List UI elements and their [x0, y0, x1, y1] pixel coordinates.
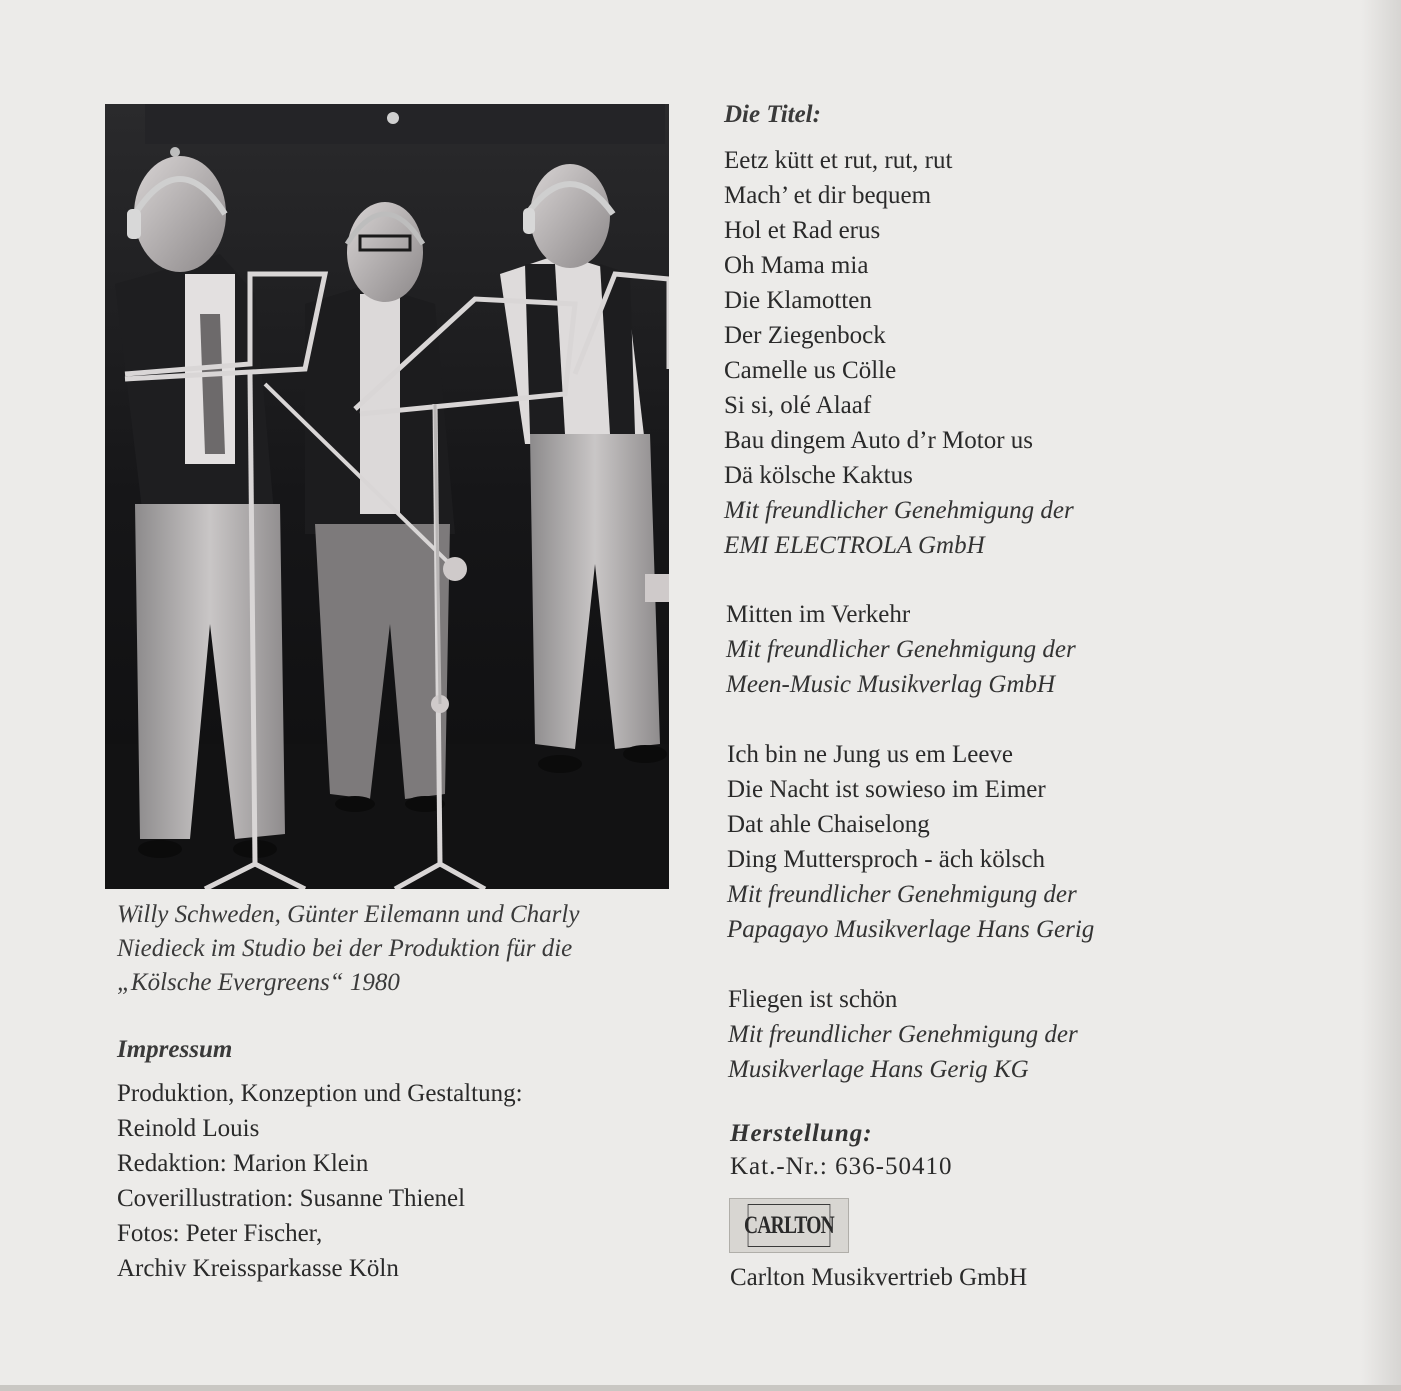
catalog-number: Kat.-Nr.: 636-50410 [730, 1153, 953, 1180]
credit-line: Mit freundlicher Genehmigung der [727, 881, 1077, 908]
credit-line: Mit freundlicher Genehmigung der [724, 497, 1074, 524]
credit-publisher: Papagayo Musikverlage Hans Gerig [727, 916, 1095, 943]
track-title: Oh Mama mia [724, 252, 869, 279]
page-bottom-edge [0, 1385, 1401, 1391]
credit-line: Mit freundlicher Genehmigung der [728, 1021, 1078, 1048]
track-title: Der Ziegenbock [724, 322, 886, 349]
impressum-list [117, 1076, 523, 1286]
track-block [726, 597, 1076, 702]
carlton-logo-text: CARLTON [748, 1204, 831, 1247]
caption-line: „Kölsche Evergreens“ 1980 [117, 969, 400, 996]
track-title: Mach’ et dir bequem [724, 182, 932, 209]
track-title: Dä kölsche Kaktus [724, 462, 913, 489]
credit-line: Mit freundlicher Genehmigung der [726, 636, 1076, 663]
track-block [728, 982, 1078, 1087]
photo-caption [117, 898, 687, 1000]
caption-line: Niedieck im Studio bei der Produktion für die [117, 935, 573, 962]
track-title: Si si, olé Alaaf [724, 392, 872, 419]
caption-line: Willy Schweden, Günter Eilemann und Charly [117, 901, 580, 928]
track-title: Die Klamotten [724, 287, 872, 314]
impressum-line: Redaktion: Marion Klein [117, 1150, 369, 1177]
impressum-line: Fotos: Peter Fischer, [117, 1220, 323, 1247]
impressum-line: Produktion, Konzeption und Gestaltung: [117, 1080, 523, 1107]
page-edge-shadow [1361, 0, 1401, 1391]
credit-publisher: Musikverlage Hans Gerig KG [728, 1056, 1029, 1083]
carlton-logo [729, 1198, 849, 1253]
titles-heading: Die Titel: [724, 101, 821, 128]
track-title: Bau dingem Auto d’r Motor us [724, 427, 1034, 454]
credit-publisher: Meen-Music Musikverlag GmbH [726, 671, 1056, 698]
herstellung-heading: Herstellung: [730, 1120, 873, 1147]
studio-photo [105, 104, 669, 889]
credit-publisher: EMI ELECTROLA GmbH [724, 532, 985, 559]
track-title: Eetz kütt et rut, rut, rut [724, 147, 953, 174]
track-title: Dat ahle Chaiselong [727, 811, 930, 838]
impressum-heading: Impressum [117, 1036, 233, 1063]
distributor-name: Carlton Musikvertrieb GmbH [730, 1264, 1028, 1291]
track-title: Ich bin ne Jung us em Leeve [727, 741, 1014, 768]
track-title: Mitten im Verkehr [726, 601, 911, 628]
track-title: Die Nacht ist sowieso im Eimer [727, 776, 1046, 803]
track-title: Camelle us Cölle [724, 357, 897, 384]
track-title: Ding Muttersproch - äch kölsch [727, 846, 1045, 873]
track-block [727, 737, 1094, 947]
impressum-line: Reinold Louis [117, 1115, 260, 1142]
impressum-line: Archiv Kreissparkasse Köln [117, 1255, 399, 1282]
track-block [724, 143, 1074, 563]
track-title: Hol et Rad erus [724, 217, 881, 244]
track-title: Fliegen ist schön [728, 986, 898, 1013]
impressum-line: Coverillustration: Susanne Thienel [117, 1185, 466, 1212]
